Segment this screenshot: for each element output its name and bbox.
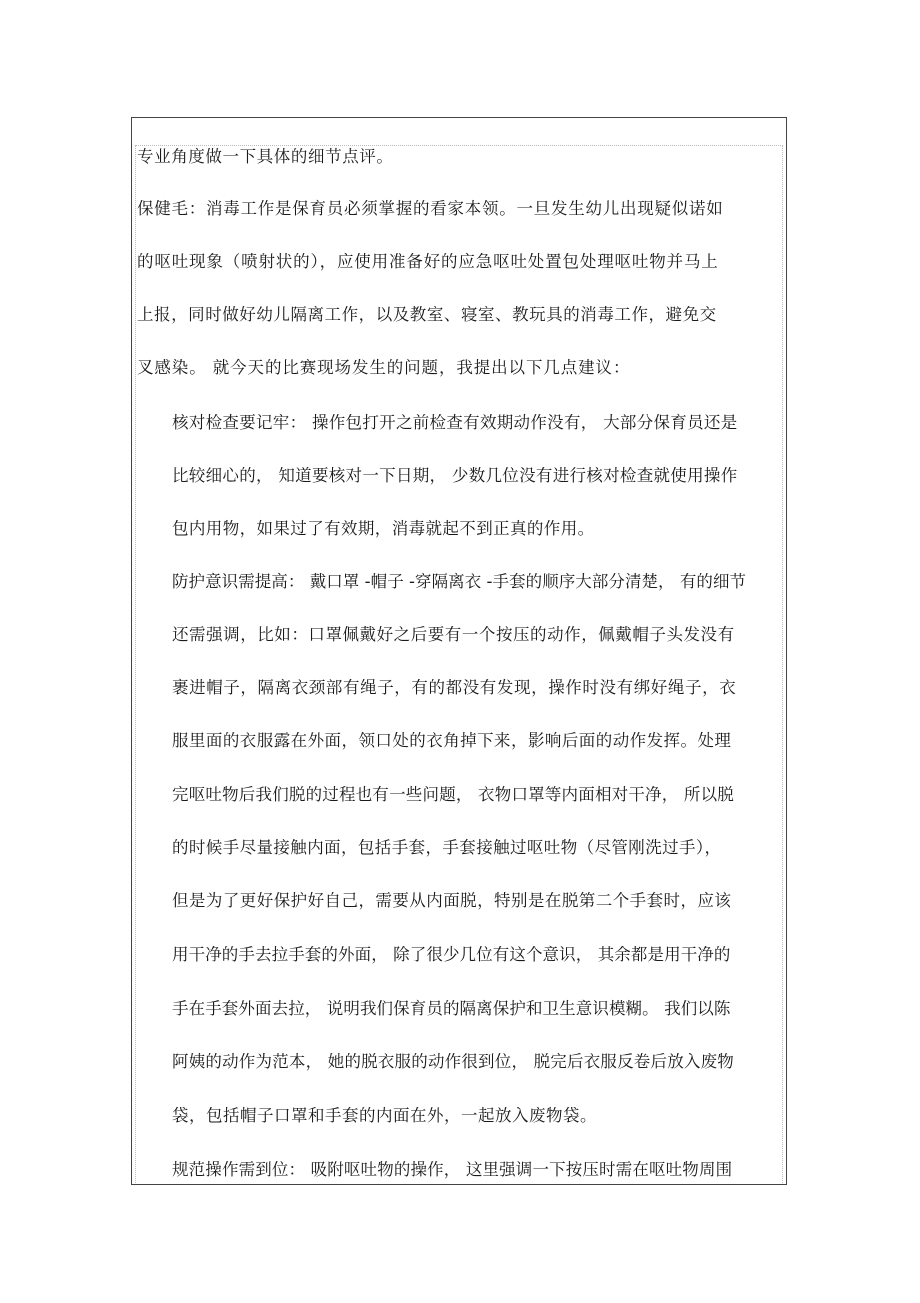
text-line: 包内用物，如果过了有效期，消毒就起不到正真的作用。 [172, 519, 595, 538]
text-line: 用干净的手去拉手套的外面， 除了很少几位有这个意识， 其余都是用干净的 [172, 945, 731, 964]
text-line: 的呕吐现象（喷射状的），应使用准备好的应急呕吐处置包处理呕吐物并马上 [137, 252, 719, 271]
text-line: 但是为了更好保护好自己，需要从内面脱，特别是在脱第二个手套时，应该 [172, 891, 732, 910]
text-line: 手在手套外面去拉， 说明我们保育员的隔离保护和卫生意识模糊。 我们以陈 [172, 999, 731, 1018]
text-line: 完呕吐物后我们脱的过程也有一些问题， 衣物口罩等内面相对干净， 所以脱 [172, 785, 734, 804]
text-line: 还需强调，比如：口罩佩戴好之后要有一个按压的动作，佩戴帽子头发没有 [172, 625, 735, 644]
text-line: 服里面的衣服露在外面，领口处的衣角掉下来，影响后面的动作发挥。处理 [172, 731, 732, 750]
text-line: 规范操作需到位： 吸附呕吐物的操作， 这里强调一下按压时需在呕吐物周围 [172, 1160, 733, 1179]
text-line: 上报，同时做好幼儿隔离工作，以及教室、寝室、教玩具的消毒工作，避免交 [137, 305, 717, 324]
text-line: 比较细心的， 知道要核对一下日期， 少数几位没有进行核对检查就使用操作 [172, 466, 738, 485]
document-frame [131, 117, 787, 1185]
text-line: 裹进帽子，隔离衣颈部有绳子，有的都没有发现，操作时没有绑好绳子，衣 [172, 678, 737, 697]
text-line: 叉感染。 就今天的比赛现场发生的问题，我提出以下几点建议： [137, 358, 631, 377]
text-line: 袋，包括帽子口罩和手套的内面在外，一起放入废物袋。 [172, 1106, 597, 1125]
text-line: 的时候手尽量接触内面，包括手套，手套接触过呕吐物（尽管刚洗过手）， [172, 838, 722, 857]
text-line: 核对检查要记牢： 操作包打开之前检查有效期动作没有， 大部分保育员还是 [172, 413, 738, 432]
text-line: 防护意识需提高： 戴口罩 -帽子 -穿隔离衣 -手套的顺序大部分清楚， 有的细节 [172, 572, 747, 591]
text-cell [135, 145, 783, 1185]
text-line: 阿姨的动作为范本， 她的脱衣服的动作很到位， 脱完后衣服反卷后放入废物 [172, 1052, 734, 1071]
text-line: 保健毛：消毒工作是保育员必须掌握的看家本领。一旦发生幼儿出现疑似诺如 [137, 199, 724, 218]
text-line: 专业角度做一下具体的细节点评。 [137, 147, 394, 166]
